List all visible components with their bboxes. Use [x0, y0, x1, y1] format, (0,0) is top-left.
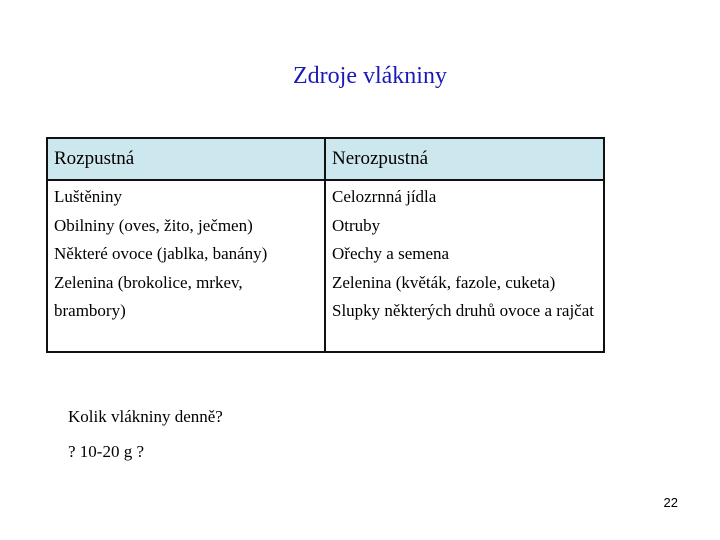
fiber-sources-table [46, 137, 605, 353]
list-item: Otruby [332, 215, 381, 235]
list-item: Celozrnná jídla [332, 187, 437, 206]
slide-title: Zdroje vlákniny [293, 63, 447, 89]
page-number: 22 [663, 495, 678, 510]
list-item: Zelenina (brokolice, mrkev, brambory) [54, 272, 243, 320]
table-row [47, 180, 604, 352]
list-item: Zelenina (květák, fazole, cuketa) [332, 272, 556, 292]
soluble-cell [47, 180, 325, 352]
list-item: Luštěniny [54, 187, 122, 206]
answer-text: ? 10-20 g ? [68, 442, 145, 461]
question-text: Kolik vlákniny denně? [68, 407, 223, 426]
table-header-row [47, 138, 604, 180]
list-item: Slupky některých druhů ovoce a rajčat [332, 301, 594, 320]
header-insoluble: Nerozpustná [325, 138, 604, 180]
list-item: Některé ovoce (jablka, banány) [54, 244, 268, 263]
list-item: Ořechy a semena [332, 244, 450, 263]
header-soluble: Rozpustná [47, 138, 325, 180]
insoluble-cell [325, 180, 604, 352]
list-item: Obilniny (oves, žito, ječmen) [54, 215, 253, 235]
